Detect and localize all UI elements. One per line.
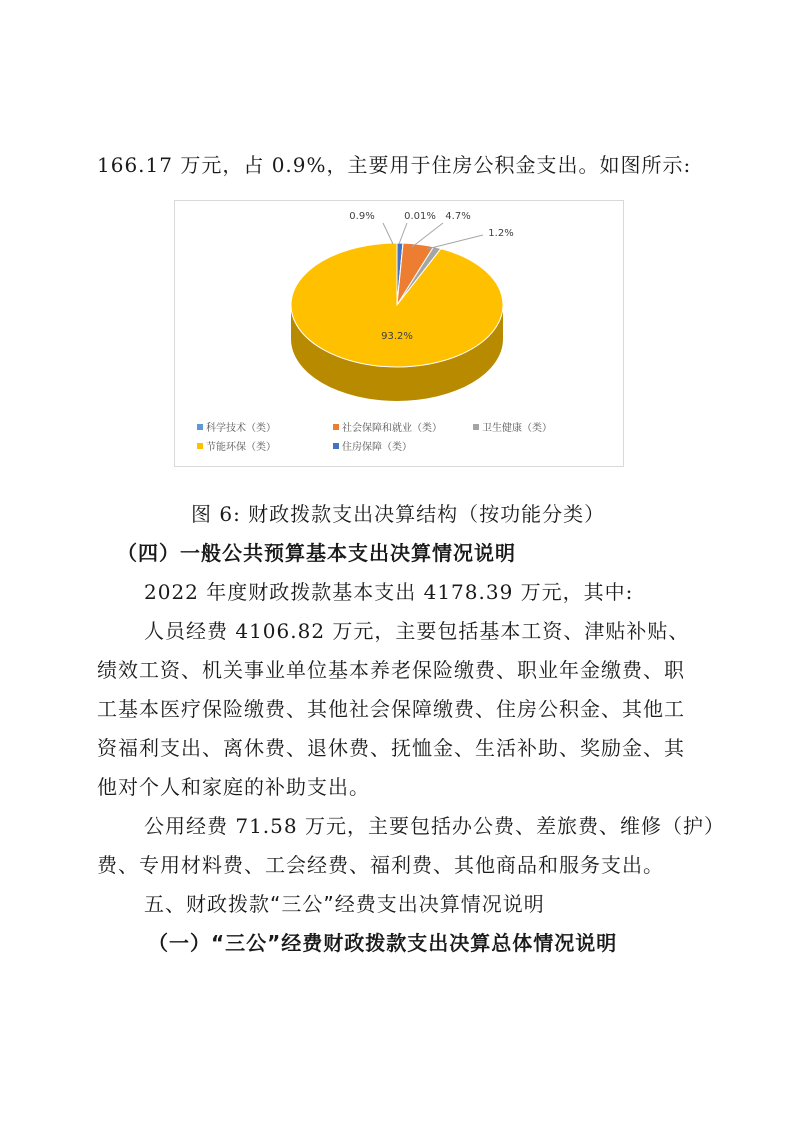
section-heading-4: （四）一般公共预算基本支出决算情况说明 [117, 541, 516, 565]
legend-item-housing [333, 438, 412, 453]
section-heading-5: 五、财政拨款“三公”经费支出决算情况说明 [144, 892, 545, 916]
public-line-1: 公用经费 71.58 万元，主要包括办公费、差旅费、维修（护） [144, 814, 725, 838]
legend-label-health: 卫生健康（类） [482, 423, 552, 434]
pie-chart [174, 200, 624, 467]
personnel-line-1: 人员经费 4106.82 万元，主要包括基本工资、津贴补贴、 [144, 619, 690, 643]
legend-label-energy: 节能环保（类） [206, 442, 276, 453]
personnel-line-3: 工基本医疗保险缴费、其他社会保障缴费、住房公积金、其他工 [97, 697, 685, 721]
legend-swatch-energy [197, 443, 203, 449]
personnel-line-5: 他对个人和家庭的补助支出。 [97, 775, 370, 799]
data-label-2: 1.2% [488, 228, 514, 239]
figure-caption: 图 6: 财政拨款支出决算结构（按功能分类） [191, 502, 606, 526]
leader-line-1 [412, 223, 443, 247]
legend-swatch-housing [333, 443, 339, 449]
legend-swatch-health [473, 424, 479, 430]
leader-line-4 [383, 223, 393, 244]
legend-label-housing: 住房保障（类） [342, 442, 412, 453]
data-label-1: 4.7% [445, 211, 471, 222]
data-label-3: 93.2% [381, 331, 413, 342]
public-line-2: 费、专用材料费、工会经费、福利费、其他商品和服务支出。 [97, 853, 664, 877]
personnel-line-2: 绩效工资、机关事业单位基本养老保险缴费、职业年金缴费、职 [97, 658, 685, 682]
leader-line-2 [427, 235, 483, 249]
pie-slice-3 [291, 243, 503, 367]
basic-expenditure-total: 2022 年度财政拨款基本支出 4178.39 万元，其中: [144, 580, 634, 604]
legend-swatch-science [197, 424, 203, 430]
data-label-0: 0.01% [404, 211, 436, 222]
legend-label-social-security: 社会保障和就业（类） [342, 423, 442, 434]
section-heading-5-1: （一）“三公”经费财政拨款支出决算总体情况说明 [148, 931, 618, 955]
legend-item-energy [197, 438, 276, 453]
legend-swatch-social-security [333, 424, 339, 430]
leader-line-0 [399, 223, 407, 244]
legend-label-science: 科学技术（类） [206, 423, 276, 434]
legend-item-social-security [333, 419, 442, 434]
data-label-4: 0.9% [349, 211, 375, 222]
legend-item-science [197, 419, 276, 434]
intro-line: 166.17 万元，占 0.9%，主要用于住房公积金支出。如图所示: [97, 153, 692, 177]
legend-item-health [473, 419, 552, 434]
personnel-line-4: 资福利支出、离休费、退休费、抚恤金、生活补助、奖励金、其 [97, 736, 685, 760]
